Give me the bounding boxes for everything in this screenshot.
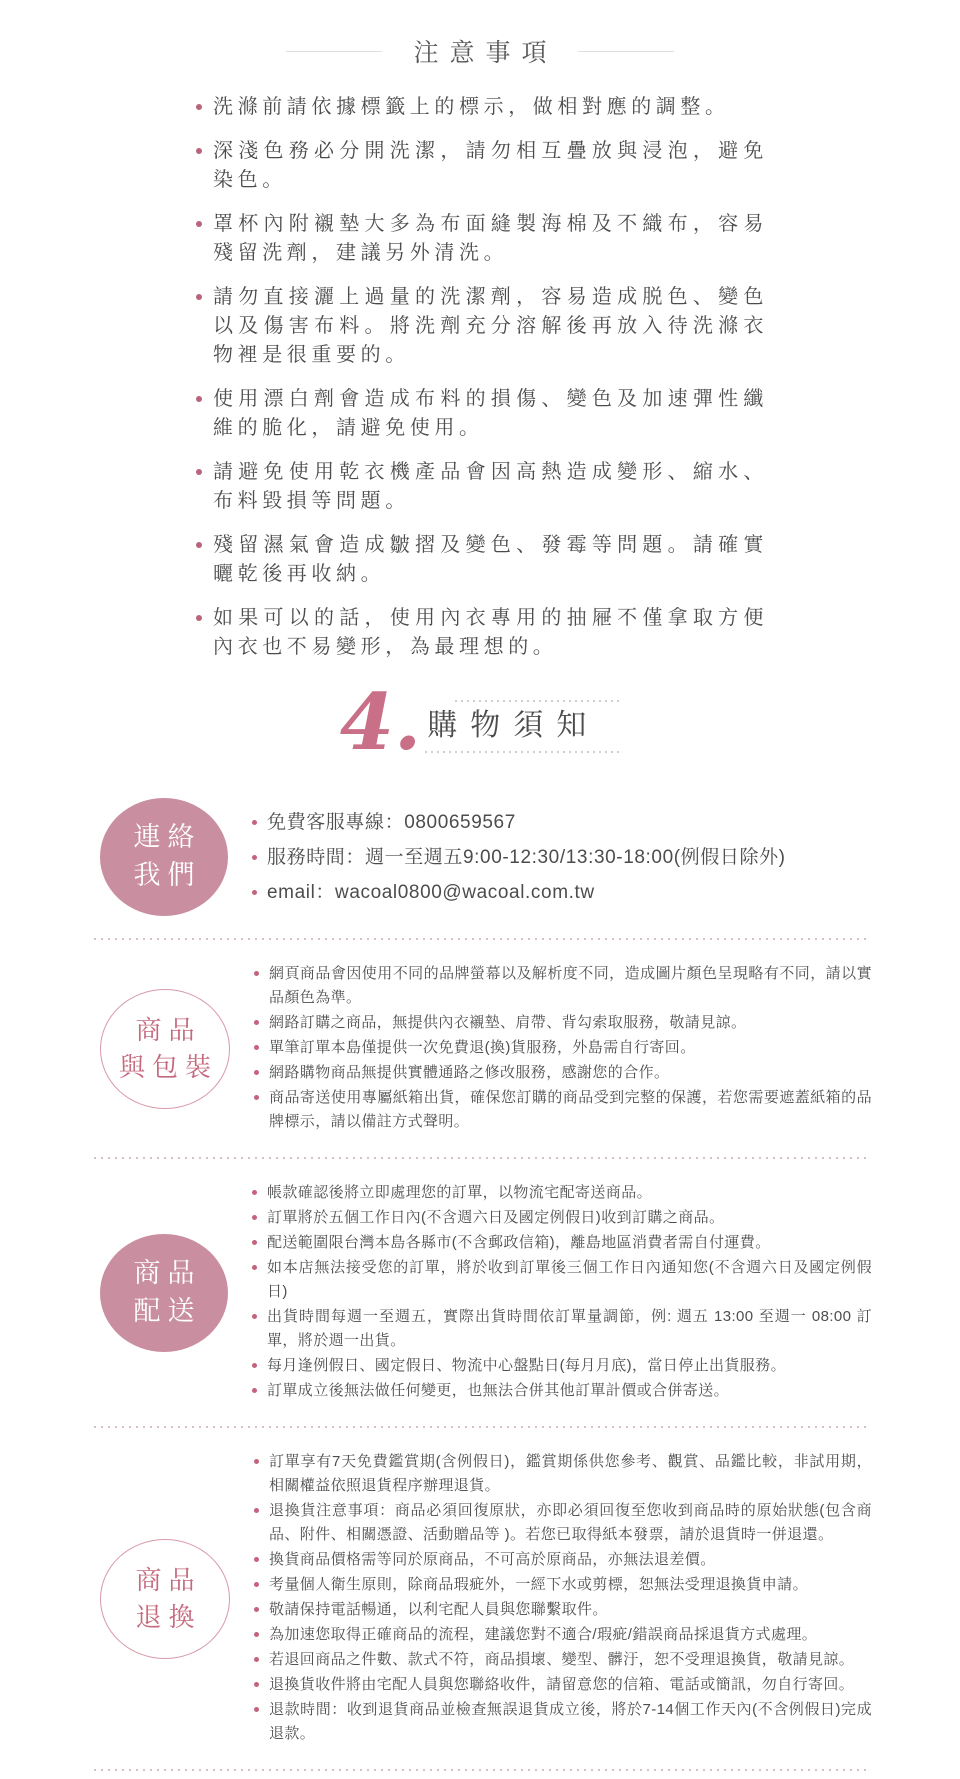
notice-item-text: 罩杯內附襯墊大多為布面縫製海棉及不織布，容易殘留洗劑，建議另外清洗。 [213, 213, 768, 264]
dotted-separator [94, 1426, 866, 1428]
bullet-dot-icon [254, 1095, 259, 1100]
notice-item [196, 385, 768, 443]
bullet-dot-icon [196, 396, 202, 402]
circle-label-line2: 退換 [135, 1601, 202, 1632]
dotted-separator [94, 1769, 866, 1771]
notice-item [196, 531, 768, 589]
notice-item-text: 如果可以的話，使用內衣專用的抽屜不僅拿取方便內衣也不易變形，為最理想的。 [213, 607, 768, 658]
delivery-item [252, 1379, 872, 1403]
delivery-item-text: 訂單將於五個工作日內(不含週六日及國定例假日)收到訂購之商品。 [267, 1209, 725, 1226]
notice-item-text: 使用漂白劑會造成布料的損傷、變色及加速彈性纖維的脆化，請避免使用。 [213, 388, 768, 439]
notice-title: 注意事項 [413, 39, 558, 67]
delivery-item [252, 1256, 872, 1304]
returns-item-text: 換貨商品價格需等同於原商品，不可高於原商品，亦無法退差價。 [269, 1551, 716, 1568]
notice-item [196, 93, 768, 122]
shopping-info-header [0, 677, 960, 784]
notice-item [196, 283, 768, 370]
circle-label-line1: 商品 [135, 1565, 202, 1596]
contact-circle-badge [100, 798, 228, 916]
bullet-dot-icon [252, 1265, 257, 1270]
section-title: 購物須知 [427, 709, 600, 742]
returns-item [254, 1648, 872, 1672]
contact-hours [252, 840, 872, 875]
delivery-circle-badge [100, 1234, 228, 1352]
circle-label-line2: 配送 [133, 1295, 202, 1326]
packaging-item-text: 單筆訂單本島僅提供一次免費退(換)貨服務，外島需自行寄回。 [269, 1039, 696, 1056]
returns-item-text: 為加速您取得正確商品的流程，建議您對不適合/瑕疵/錯誤商品採退貨方式處理。 [269, 1626, 818, 1643]
notice-header [0, 0, 960, 69]
returns-item-text: 退換貨注意事項：商品必須回復原狀，亦即必須回復至您收到商品時的原始狀態(包含商品、附件、相關憑證、活動贈品等 )。若您已取得紙本發票，請於退貨時一併退還。 [269, 1502, 872, 1543]
bullet-dot-icon [196, 104, 202, 110]
bullet-dot-icon [196, 148, 202, 154]
bullet-dot-icon [252, 1363, 257, 1368]
returns-item [254, 1598, 872, 1622]
bullet-dot-icon [252, 1215, 257, 1220]
notice-item-text: 請勿直接灑上過量的洗潔劑，容易造成脱色、變色以及傷害布料。將洗劑充分溶解後再放入待洗滌衣物裡是很重要的。 [213, 286, 768, 366]
bullet-dot-icon [196, 294, 202, 300]
dotted-separator [94, 938, 866, 940]
contact-email [252, 875, 872, 910]
bullet-dot-icon [254, 1020, 259, 1025]
circle-label-line1: 商品 [135, 1015, 202, 1046]
bullet-dot-icon [252, 855, 257, 860]
bullet-dot-icon [254, 1508, 259, 1513]
notice-item-text: 洗滌前請依據標籤上的標示，做相對應的調整。 [213, 96, 730, 118]
bullet-dot-icon [252, 1314, 257, 1319]
packaging-item-text: 網路訂購之商品，無提供內衣襯墊、肩帶、背勾索取服務，敬請見諒。 [269, 1014, 747, 1031]
returns-item-text: 若退回商品之件數、款式不符，商品損壞、變型、髒汙，恕不受理退換貨，敬請見諒。 [269, 1651, 855, 1668]
bullet-dot-icon [254, 1582, 259, 1587]
returns-item [254, 1548, 872, 1572]
section-number: 4. [339, 677, 422, 768]
bullet-dot-icon [254, 971, 259, 976]
returns-item-text: 敬請保持電話暢通，以利宅配人員與您聯繫取件。 [269, 1601, 608, 1618]
bullet-dot-icon [196, 542, 202, 548]
contact-section [0, 784, 960, 930]
returns-item [254, 1698, 872, 1746]
returns-section [0, 1436, 960, 1761]
bullet-dot-icon [254, 1632, 259, 1637]
bullet-dot-icon [254, 1657, 259, 1662]
packaging-item-text: 網路購物商品無提供實體通路之修改服務，感謝您的合作。 [269, 1064, 670, 1081]
notice-item [196, 458, 768, 516]
contact-list [252, 805, 872, 910]
packaging-section [0, 948, 960, 1149]
returns-item [254, 1673, 872, 1697]
delivery-item [252, 1206, 872, 1230]
returns-item-text: 退換貨收件將由宅配人員與您聯絡收件，請留意您的信箱、電話或簡訊，勿自行寄回。 [269, 1676, 855, 1693]
header-line-right [578, 51, 674, 52]
dotted-line-bottom [425, 751, 620, 753]
notice-item-text: 殘留濕氣會造成皺摺及變色、發霉等問題。請確實曬乾後再收納。 [213, 534, 768, 585]
circle-label-line2: 與包裝 [118, 1051, 218, 1082]
dotted-separator [94, 1157, 866, 1159]
delivery-item-text: 訂單成立後無法做任何變更，也無法合併其他訂單計價或合併寄送。 [267, 1382, 730, 1399]
delivery-section [0, 1167, 960, 1418]
circle-label-line1: 商品 [133, 1257, 202, 1288]
returns-item [254, 1450, 872, 1498]
contact-email-text: email：wacoal0800@wacoal.com.tw [267, 881, 595, 903]
packaging-item [254, 1036, 872, 1060]
packaging-item [254, 962, 872, 1010]
contact-hours-text: 服務時間：週一至週五9:00-12:30/13:30-18:00(例假日除外) [267, 846, 786, 868]
delivery-item [252, 1181, 872, 1205]
bullet-dot-icon [254, 1070, 259, 1075]
notice-item [196, 604, 768, 662]
bullet-dot-icon [252, 1240, 257, 1245]
bullet-dot-icon [196, 469, 202, 475]
returns-item-text: 訂單享有7天免費鑑賞期(含例假日)，鑑賞期係供您參考、觀賞、品鑑比較，非試用期，相關權益依照退貨程序辦理退貨。 [269, 1453, 872, 1494]
packaging-list [254, 962, 872, 1135]
notice-list [196, 93, 768, 662]
returns-circle-badge [100, 1539, 230, 1659]
circle-label-line2: 我們 [133, 860, 202, 890]
contact-phone-text: 免費客服專線：0800659567 [267, 811, 516, 833]
packaging-item [254, 1061, 872, 1085]
returns-item [254, 1499, 872, 1547]
notice-item-text: 請避免使用乾衣機產品會因高熱造成變形、縮水、布料毀損等問題。 [213, 461, 768, 512]
delivery-item-text: 配送範圍限台灣本島各縣市(不含郵政信箱)，離島地區消費者需自付運費。 [267, 1234, 771, 1251]
packaging-item-text: 網頁商品會因使用不同的品牌螢幕以及解析度不同，造成圖片顏色呈現略有不同，請以實品顏色為準。 [269, 965, 872, 1006]
notice-item [196, 137, 768, 195]
bullet-dot-icon [254, 1045, 259, 1050]
bullet-dot-icon [254, 1682, 259, 1687]
packaging-item [254, 1086, 872, 1134]
delivery-item-text: 出貨時間每週一至週五，實際出貨時間依訂單量調節，例: 週五 13:00 至週一 08:00 訂單，將於週一出貨。 [267, 1308, 872, 1349]
returns-item [254, 1573, 872, 1597]
circle-label-line1: 連絡 [133, 822, 202, 853]
contact-phone [252, 805, 872, 840]
bullet-dot-icon [252, 890, 257, 895]
header-line-left [286, 51, 382, 52]
notice-item [196, 210, 768, 268]
bullet-dot-icon [252, 1388, 257, 1393]
returns-item-text: 考量個人衛生原則，除商品瑕疵外，一經下水或剪標，恕無法受理退換貨申請。 [269, 1576, 809, 1593]
bullet-dot-icon [196, 615, 202, 621]
returns-item-text: 退款時間：收到退貨商品並檢查無誤退貨成立後，將於7-14個工作天內(不含例假日)完成退款。 [269, 1701, 872, 1742]
packaging-circle-badge [100, 989, 230, 1109]
bullet-dot-icon [254, 1557, 259, 1562]
delivery-item [252, 1354, 872, 1378]
delivery-item-text: 每月逢例假日、國定假日、物流中心盤點日(每月月底)，當日停止出貨服務。 [267, 1357, 786, 1374]
returns-item [254, 1623, 872, 1647]
delivery-item-text: 如本店無法接受您的訂單，將於收到訂單後三個工作日內通知您(不含週六日及國定例假日) [267, 1259, 872, 1300]
delivery-item-text: 帳款確認後將立即處理您的訂單，以物流宅配寄送商品。 [267, 1184, 653, 1201]
delivery-item [252, 1231, 872, 1255]
delivery-item [252, 1305, 872, 1353]
packaging-item [254, 1011, 872, 1035]
bullet-dot-icon [254, 1707, 259, 1712]
bullet-dot-icon [196, 221, 202, 227]
section-title-wrap [425, 700, 620, 753]
packaging-item-text: 商品寄送使用專屬紙箱出貨，確保您訂購的商品受到完整的保護，若您需要遮蓋紙箱的品牌標示，請以備註方式聲明。 [269, 1089, 872, 1130]
bullet-dot-icon [252, 820, 257, 825]
returns-list [254, 1450, 872, 1747]
bullet-dot-icon [254, 1607, 259, 1612]
notice-section [0, 0, 960, 662]
notice-item-text: 深淺色務必分開洗潔，請勿相互疊放與浸泡，避免染色。 [213, 140, 768, 191]
bullet-dot-icon [254, 1459, 259, 1464]
bullet-dot-icon [252, 1190, 257, 1195]
dotted-line-top [455, 700, 620, 702]
delivery-list [252, 1181, 872, 1404]
